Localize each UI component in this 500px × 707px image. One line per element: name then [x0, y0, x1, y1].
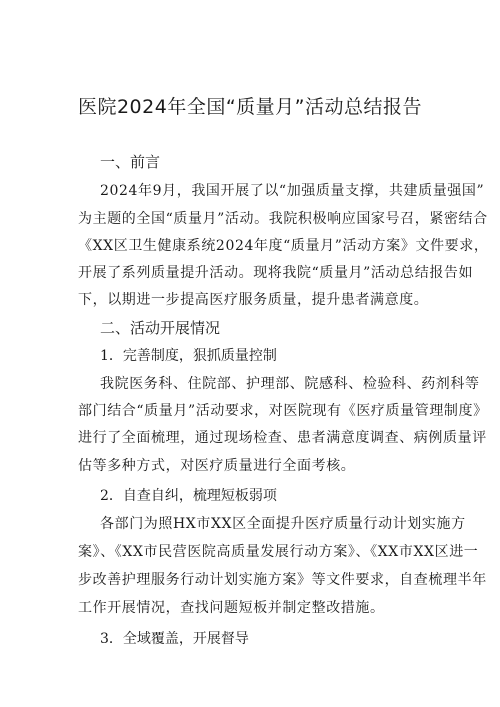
paragraph-line: 为主题的全国“质量月”活动。我院积极响应国家号召，紧密结合	[78, 211, 488, 227]
section-heading: 一、前言	[100, 153, 161, 171]
paragraph-line: 下，以期进一步提高医疗服务质量，提升患者满意度。	[78, 292, 429, 308]
item-label: 3．全域覆盖，开展督导	[100, 631, 249, 647]
paragraph-line: 部门结合“质量月”活动要求，对医院现有《医疗质量管理制度》	[78, 403, 488, 419]
paragraph-line: 进行了全面梳理，通过现场检查、患者满意度调查、病例质量评	[78, 430, 487, 446]
paragraph-line: 我院医务科、住院部、护理部、院感科、检验科、药剂科等	[100, 376, 480, 392]
item-label: 1．完善制度，狠抓质量控制	[100, 348, 277, 364]
item-label: 2．自查自纠，梳理短板弱项	[100, 488, 277, 504]
section-heading: 二、活动开展情况	[100, 319, 221, 337]
paragraph-line: 各部门为照HX市XX区全面提升医疗质量行动计划实施方	[100, 516, 466, 532]
paragraph-line: 开展了系列质量提升活动。现将我院“质量月”活动总结报告如	[78, 265, 474, 281]
paragraph-line: 《XX区卫生健康系统2024年度“质量月”活动方案》文件要求，	[78, 238, 489, 254]
paragraph-line: 工作开展情况，查找问题短板并制定整改措施。	[78, 600, 385, 616]
paragraph-line: 步改善护理服务行动计划实施方案》等文件要求，自查梳理半年	[78, 572, 487, 588]
paragraph-line: 估等多种方式，对医疗质量进行全面考核。	[78, 458, 356, 474]
document-title: 医院2024年全国“质量月”活动总结报告	[77, 96, 423, 118]
paragraph-line: 案》、《XX市民营医院高质量发展行动方案》、《XX市XX区进一	[78, 544, 479, 560]
paragraph-line: 2024年9月，我国开展了以“加强质量支撑，共建质量强国”	[100, 183, 485, 199]
